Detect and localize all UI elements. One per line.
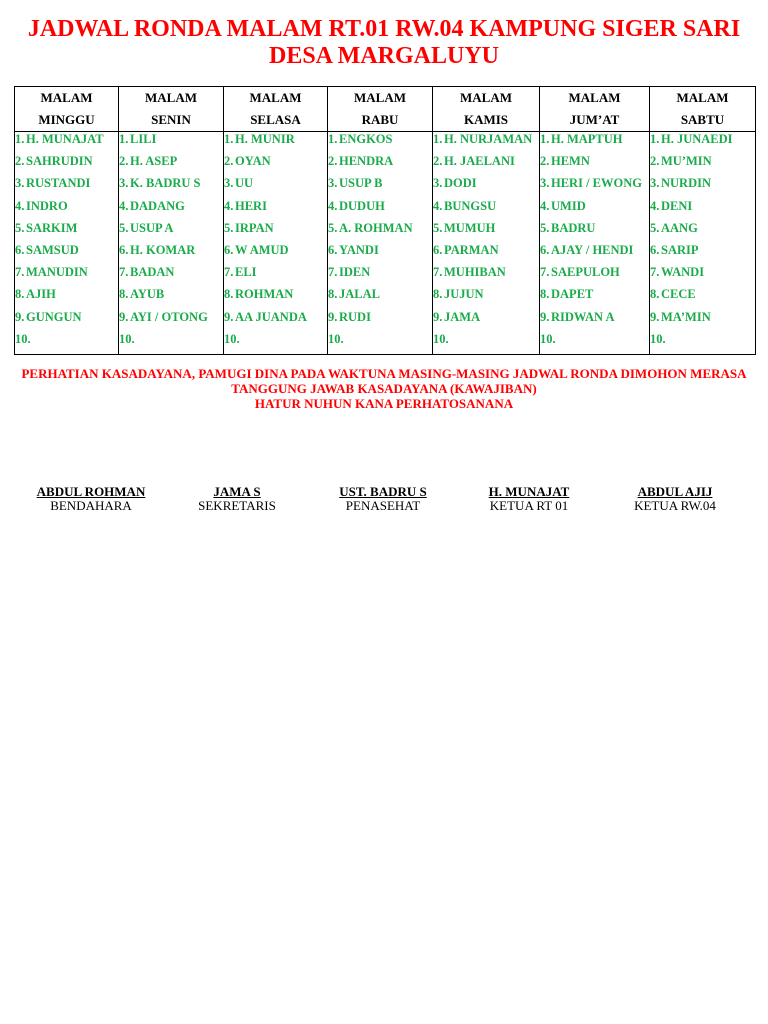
list-item: [224, 243, 327, 265]
signature-ketua-rw: [600, 485, 750, 513]
list-item-number: 5.: [15, 220, 25, 235]
list-item-name: INDRO: [26, 198, 68, 213]
list-item-number: 2.: [540, 154, 550, 169]
list-item: [119, 176, 223, 198]
list-item-number: 4.: [15, 198, 25, 213]
list-item-number: 9.: [119, 309, 129, 324]
list-item-name: MANUDIN: [26, 265, 88, 280]
list-item-number: 10.: [433, 331, 449, 346]
list-item-number: 8.: [328, 287, 338, 302]
day-roster: [328, 132, 433, 355]
list-item-number: 4.: [119, 198, 129, 213]
list-item: [119, 199, 223, 221]
list-item-number: 2.: [328, 154, 338, 169]
list-item: [119, 132, 223, 154]
list-item-number: 10.: [15, 331, 31, 346]
list-item-number: 4.: [224, 198, 234, 213]
list-item: [433, 287, 539, 309]
list-item-number: 6.: [119, 242, 129, 257]
list-item: [15, 154, 118, 176]
list-item: [119, 265, 223, 287]
list-item-number: 9.: [540, 309, 550, 324]
schedule-header-row: [15, 87, 756, 132]
list-item-number: 10.: [328, 331, 344, 346]
day-header: [433, 87, 540, 132]
list-item: [540, 199, 649, 221]
day-header-line-2: JUM’AT: [569, 112, 620, 127]
list-item: [328, 221, 432, 243]
page-title: [0, 16, 768, 70]
signature-ketua-rt: [454, 485, 604, 513]
list-item-number: 9.: [224, 309, 234, 324]
list-item: [433, 310, 539, 332]
list-item: [15, 332, 118, 354]
list-item: [540, 287, 649, 309]
list-item-name: JUJUN: [444, 287, 484, 302]
list-item-number: 1.: [224, 132, 234, 146]
list-item: [650, 310, 755, 332]
list-item: [540, 221, 649, 243]
day-roster: [15, 132, 119, 355]
list-item: [224, 132, 327, 154]
list-item: [119, 332, 223, 354]
day-header-line-2: SELASA: [250, 112, 301, 127]
list-item-number: 3.: [540, 176, 550, 191]
list-item-name: SAEPULOH: [551, 265, 620, 280]
list-item: [119, 154, 223, 176]
list-item-number: 4.: [540, 198, 550, 213]
list-item-name: OYAN: [235, 154, 271, 169]
list-item-number: 5.: [433, 220, 443, 235]
list-item-number: 8.: [650, 287, 660, 302]
list-item-name: H. MAPTUH: [551, 132, 623, 146]
list-item-name: RIDWAN A: [551, 309, 615, 324]
title-line-1: JADWAL RONDA MALAM RT.01 RW.04 KAMPUNG SIGER SARI: [27, 16, 741, 42]
list-item: [224, 332, 327, 354]
list-item-number: 1.: [15, 132, 25, 146]
list-item: [433, 199, 539, 221]
list-item-name: AA JUANDA: [235, 309, 307, 324]
list-item-number: 6.: [433, 242, 443, 257]
list-item-name: DUDUH: [339, 198, 385, 213]
list-item-number: 4.: [433, 198, 443, 213]
day-header-line-1: MALAM: [354, 90, 406, 105]
list-item: [15, 199, 118, 221]
list-item: [433, 332, 539, 354]
list-item-name: K. BADRU S: [130, 176, 201, 191]
signature-role: PENASEHAT: [345, 498, 421, 513]
list-item-number: 7.: [119, 265, 129, 280]
list-item-name: WANDI: [661, 265, 705, 280]
signature-name: H. MUNAJAT: [488, 484, 570, 499]
day-header: [650, 87, 756, 132]
day-header-line-2: KAMIS: [463, 112, 509, 127]
list-item-name: MUMUH: [444, 220, 496, 235]
list-item-number: 1.: [119, 132, 129, 146]
list-item: [540, 243, 649, 265]
day-header: [15, 87, 119, 132]
list-item: [650, 265, 755, 287]
list-item-number: 3.: [15, 176, 25, 191]
day-header: [540, 87, 650, 132]
day-header-line-2: MINGGU: [38, 112, 95, 127]
list-item-name: W AMUD: [235, 242, 289, 257]
day-roster: [119, 132, 224, 355]
list-item-number: 10.: [650, 331, 666, 346]
list-item: [328, 154, 432, 176]
signature-name: ABDUL ROHMAN: [36, 484, 146, 499]
day-roster: [433, 132, 540, 355]
list-item: [224, 221, 327, 243]
list-item-number: 7.: [15, 265, 25, 280]
list-item-name: BADAN: [130, 265, 175, 280]
list-item-number: 7.: [433, 265, 443, 280]
list-item: [328, 332, 432, 354]
list-item-name: IRPAN: [235, 220, 274, 235]
list-item-number: 6.: [328, 242, 338, 257]
day-roster: [224, 132, 328, 355]
signature-role: BENDAHARA: [50, 498, 132, 513]
signature-role: SEKRETARIS: [198, 498, 276, 513]
list-item-number: 8.: [119, 287, 129, 302]
list-item: [650, 221, 755, 243]
list-item: [119, 243, 223, 265]
signature-name: UST. BADRU S: [339, 484, 427, 499]
day-header: [119, 87, 224, 132]
list-item: [15, 132, 118, 154]
list-item-number: 1.: [540, 132, 550, 146]
day-header: [224, 87, 328, 132]
list-item-number: 2.: [650, 154, 660, 169]
list-item-name: USUP B: [339, 176, 383, 191]
list-item-name: AJIH: [26, 287, 56, 302]
signature-name: JAMA S: [213, 484, 261, 499]
list-item: [540, 132, 649, 154]
list-item-number: 8.: [15, 287, 25, 302]
notice-text: [0, 366, 768, 411]
list-item-number: 10.: [224, 331, 240, 346]
list-item: [650, 243, 755, 265]
list-item-name: AYUB: [130, 287, 165, 302]
list-item-name: H. JAELANI: [444, 154, 515, 169]
list-item-name: DENI: [661, 198, 693, 213]
list-item: [433, 132, 539, 154]
schedule-body-row: [15, 132, 756, 355]
list-item-number: 6.: [540, 242, 550, 257]
day-roster: [540, 132, 650, 355]
list-item-number: 2.: [119, 154, 129, 169]
list-item-number: 5.: [328, 220, 338, 235]
day-header-line-1: MALAM: [676, 90, 729, 105]
list-item: [328, 243, 432, 265]
list-item-name: GUNGUN: [26, 309, 82, 324]
list-item-name: PARMAN: [444, 242, 499, 257]
list-item-name: H. NURJAMAN: [444, 132, 533, 146]
list-item: [15, 310, 118, 332]
list-item: [15, 265, 118, 287]
list-item: [15, 287, 118, 309]
list-item: [328, 199, 432, 221]
list-item: [433, 154, 539, 176]
list-item-number: 2.: [224, 154, 234, 169]
list-item: [540, 176, 649, 198]
signature-role: KETUA RW.04: [634, 498, 716, 513]
list-item-name: JAMA: [444, 309, 481, 324]
list-item-name: DADANG: [130, 198, 185, 213]
list-item-name: ENGKOS: [339, 132, 393, 146]
list-item-number: 8.: [224, 287, 234, 302]
day-header-line-1: MALAM: [249, 90, 302, 105]
list-item-number: 7.: [224, 265, 234, 280]
list-item-name: AJAY / HENDI: [551, 242, 634, 257]
list-item-number: 3.: [433, 176, 443, 191]
list-item-number: 5.: [540, 220, 550, 235]
list-item-number: 5.: [119, 220, 129, 235]
list-item: [224, 199, 327, 221]
list-item: [119, 221, 223, 243]
list-item: [15, 176, 118, 198]
list-item-number: 6.: [650, 242, 660, 257]
list-item: [650, 199, 755, 221]
list-item: [15, 221, 118, 243]
list-item-number: 9.: [328, 309, 338, 324]
list-item-number: 1.: [328, 132, 338, 146]
day-header-line-1: MALAM: [568, 90, 621, 105]
list-item-number: 9.: [650, 309, 660, 324]
list-item: [119, 310, 223, 332]
list-item-number: 3.: [650, 176, 660, 191]
signature-penasehat: [308, 485, 458, 513]
day-header-line-2: SENIN: [151, 112, 191, 127]
list-item-number: 9.: [15, 309, 25, 324]
list-item-name: MA’MIN: [661, 309, 711, 324]
list-item-name: DODI: [444, 176, 477, 191]
list-item-number: 1.: [433, 132, 443, 146]
list-item: [224, 154, 327, 176]
list-item-name: YANDI: [339, 242, 379, 257]
list-item-name: USUP A: [130, 220, 174, 235]
list-item-number: 4.: [328, 198, 338, 213]
list-item: [433, 221, 539, 243]
list-item-name: SARKIM: [26, 220, 78, 235]
list-item: [540, 154, 649, 176]
list-item-name: RUDI: [339, 309, 371, 324]
list-item-name: LILI: [130, 132, 157, 146]
list-item: [119, 287, 223, 309]
list-item-name: ELI: [235, 265, 257, 280]
list-item-name: CECE: [661, 287, 696, 302]
list-item-name: HEMN: [551, 154, 590, 169]
list-item-number: 3.: [224, 176, 234, 191]
list-item-name: ROHMAN: [235, 287, 294, 302]
list-item-name: A. ROHMAN: [339, 220, 413, 235]
list-item-name: AANG: [661, 220, 698, 235]
list-item: [328, 310, 432, 332]
list-item-number: 7.: [328, 265, 338, 280]
list-item-name: MU’MIN: [661, 154, 712, 169]
list-item-name: SAHRUDIN: [26, 154, 93, 169]
list-item-number: 4.: [650, 198, 660, 213]
list-item-number: 3.: [328, 176, 338, 191]
list-item-name: BADRU: [551, 220, 596, 235]
schedule-table: [14, 86, 756, 355]
list-item-name: HERI: [235, 198, 267, 213]
signature-sekretaris: [162, 485, 312, 513]
list-item-number: 8.: [540, 287, 550, 302]
list-item-number: 6.: [224, 242, 234, 257]
list-item-name: MUHIBAN: [444, 265, 506, 280]
list-item: [650, 332, 755, 354]
day-roster: [650, 132, 756, 355]
list-item: [328, 265, 432, 287]
list-item-name: JALAL: [339, 287, 380, 302]
list-item-name: RUSTANDI: [26, 176, 91, 191]
list-item-name: H. KOMAR: [130, 242, 196, 257]
list-item-name: H. ASEP: [130, 154, 178, 169]
list-item-number: 10.: [540, 331, 556, 346]
list-item: [224, 287, 327, 309]
list-item-number: 2.: [433, 154, 443, 169]
list-item-name: UU: [235, 176, 254, 191]
list-item-name: UMID: [551, 198, 586, 213]
list-item-name: SARIP: [661, 242, 699, 257]
list-item-name: HERI / EWONG: [551, 176, 642, 191]
list-item: [433, 265, 539, 287]
notice-line-3: HATUR NUHUN KANA PERHATOSANANA: [254, 396, 514, 411]
list-item: [328, 132, 432, 154]
signature-bendahara: [16, 485, 166, 513]
list-item-name: NURDIN: [661, 176, 711, 191]
list-item-number: 8.: [433, 287, 443, 302]
list-item: [224, 265, 327, 287]
list-item-name: HENDRA: [339, 154, 394, 169]
list-item: [224, 176, 327, 198]
list-item: [433, 176, 539, 198]
list-item: [433, 243, 539, 265]
notice-line-1: PERHATIAN KASADAYANA, PAMUGI DINA PADA WAKTUNA MASING-MASING JADWAL RONDA DIMOHON MERASA: [21, 366, 747, 381]
list-item: [650, 154, 755, 176]
list-item: [540, 310, 649, 332]
list-item: [540, 265, 649, 287]
list-item-number: 10.: [119, 331, 135, 346]
day-header-line-1: MALAM: [460, 90, 512, 105]
list-item-number: 1.: [650, 132, 660, 146]
list-item-name: IDEN: [339, 265, 371, 280]
list-item: [650, 132, 755, 154]
list-item-name: H. JUNAEDI: [661, 132, 733, 146]
list-item: [224, 310, 327, 332]
signature-role: KETUA RT 01: [489, 498, 569, 513]
day-header: [328, 87, 433, 132]
list-item-name: DAPET: [551, 287, 594, 302]
list-item-name: SAMSUD: [26, 242, 79, 257]
list-item-name: BUNGSU: [444, 198, 497, 213]
signature-name: ABDUL AJIJ: [637, 484, 713, 499]
list-item-number: 7.: [540, 265, 550, 280]
list-item-number: 6.: [15, 242, 25, 257]
list-item-number: 3.: [119, 176, 129, 191]
list-item: [650, 176, 755, 198]
day-header-line-2: RABU: [361, 112, 399, 127]
list-item-number: 7.: [650, 265, 660, 280]
signature-block: [0, 485, 768, 525]
list-item: [328, 176, 432, 198]
list-item-name: H. MUNIR: [235, 132, 295, 146]
list-item: [328, 287, 432, 309]
list-item-name: AYI / OTONG: [130, 309, 208, 324]
list-item: [650, 287, 755, 309]
list-item: [15, 243, 118, 265]
list-item-number: 5.: [224, 220, 234, 235]
list-item-name: H. MUNAJAT: [26, 132, 104, 146]
day-header-line-2: SABTU: [680, 112, 725, 127]
day-header-line-1: MALAM: [145, 90, 197, 105]
list-item-number: 2.: [15, 154, 25, 169]
title-line-2: DESA MARGALUYU: [268, 43, 499, 69]
list-item-number: 5.: [650, 220, 660, 235]
list-item: [540, 332, 649, 354]
list-item-number: 9.: [433, 309, 443, 324]
day-header-line-1: MALAM: [40, 90, 93, 105]
notice-line-2: TANGGUNG JAWAB KASADAYANA (KAWAJIBAN): [231, 381, 537, 396]
